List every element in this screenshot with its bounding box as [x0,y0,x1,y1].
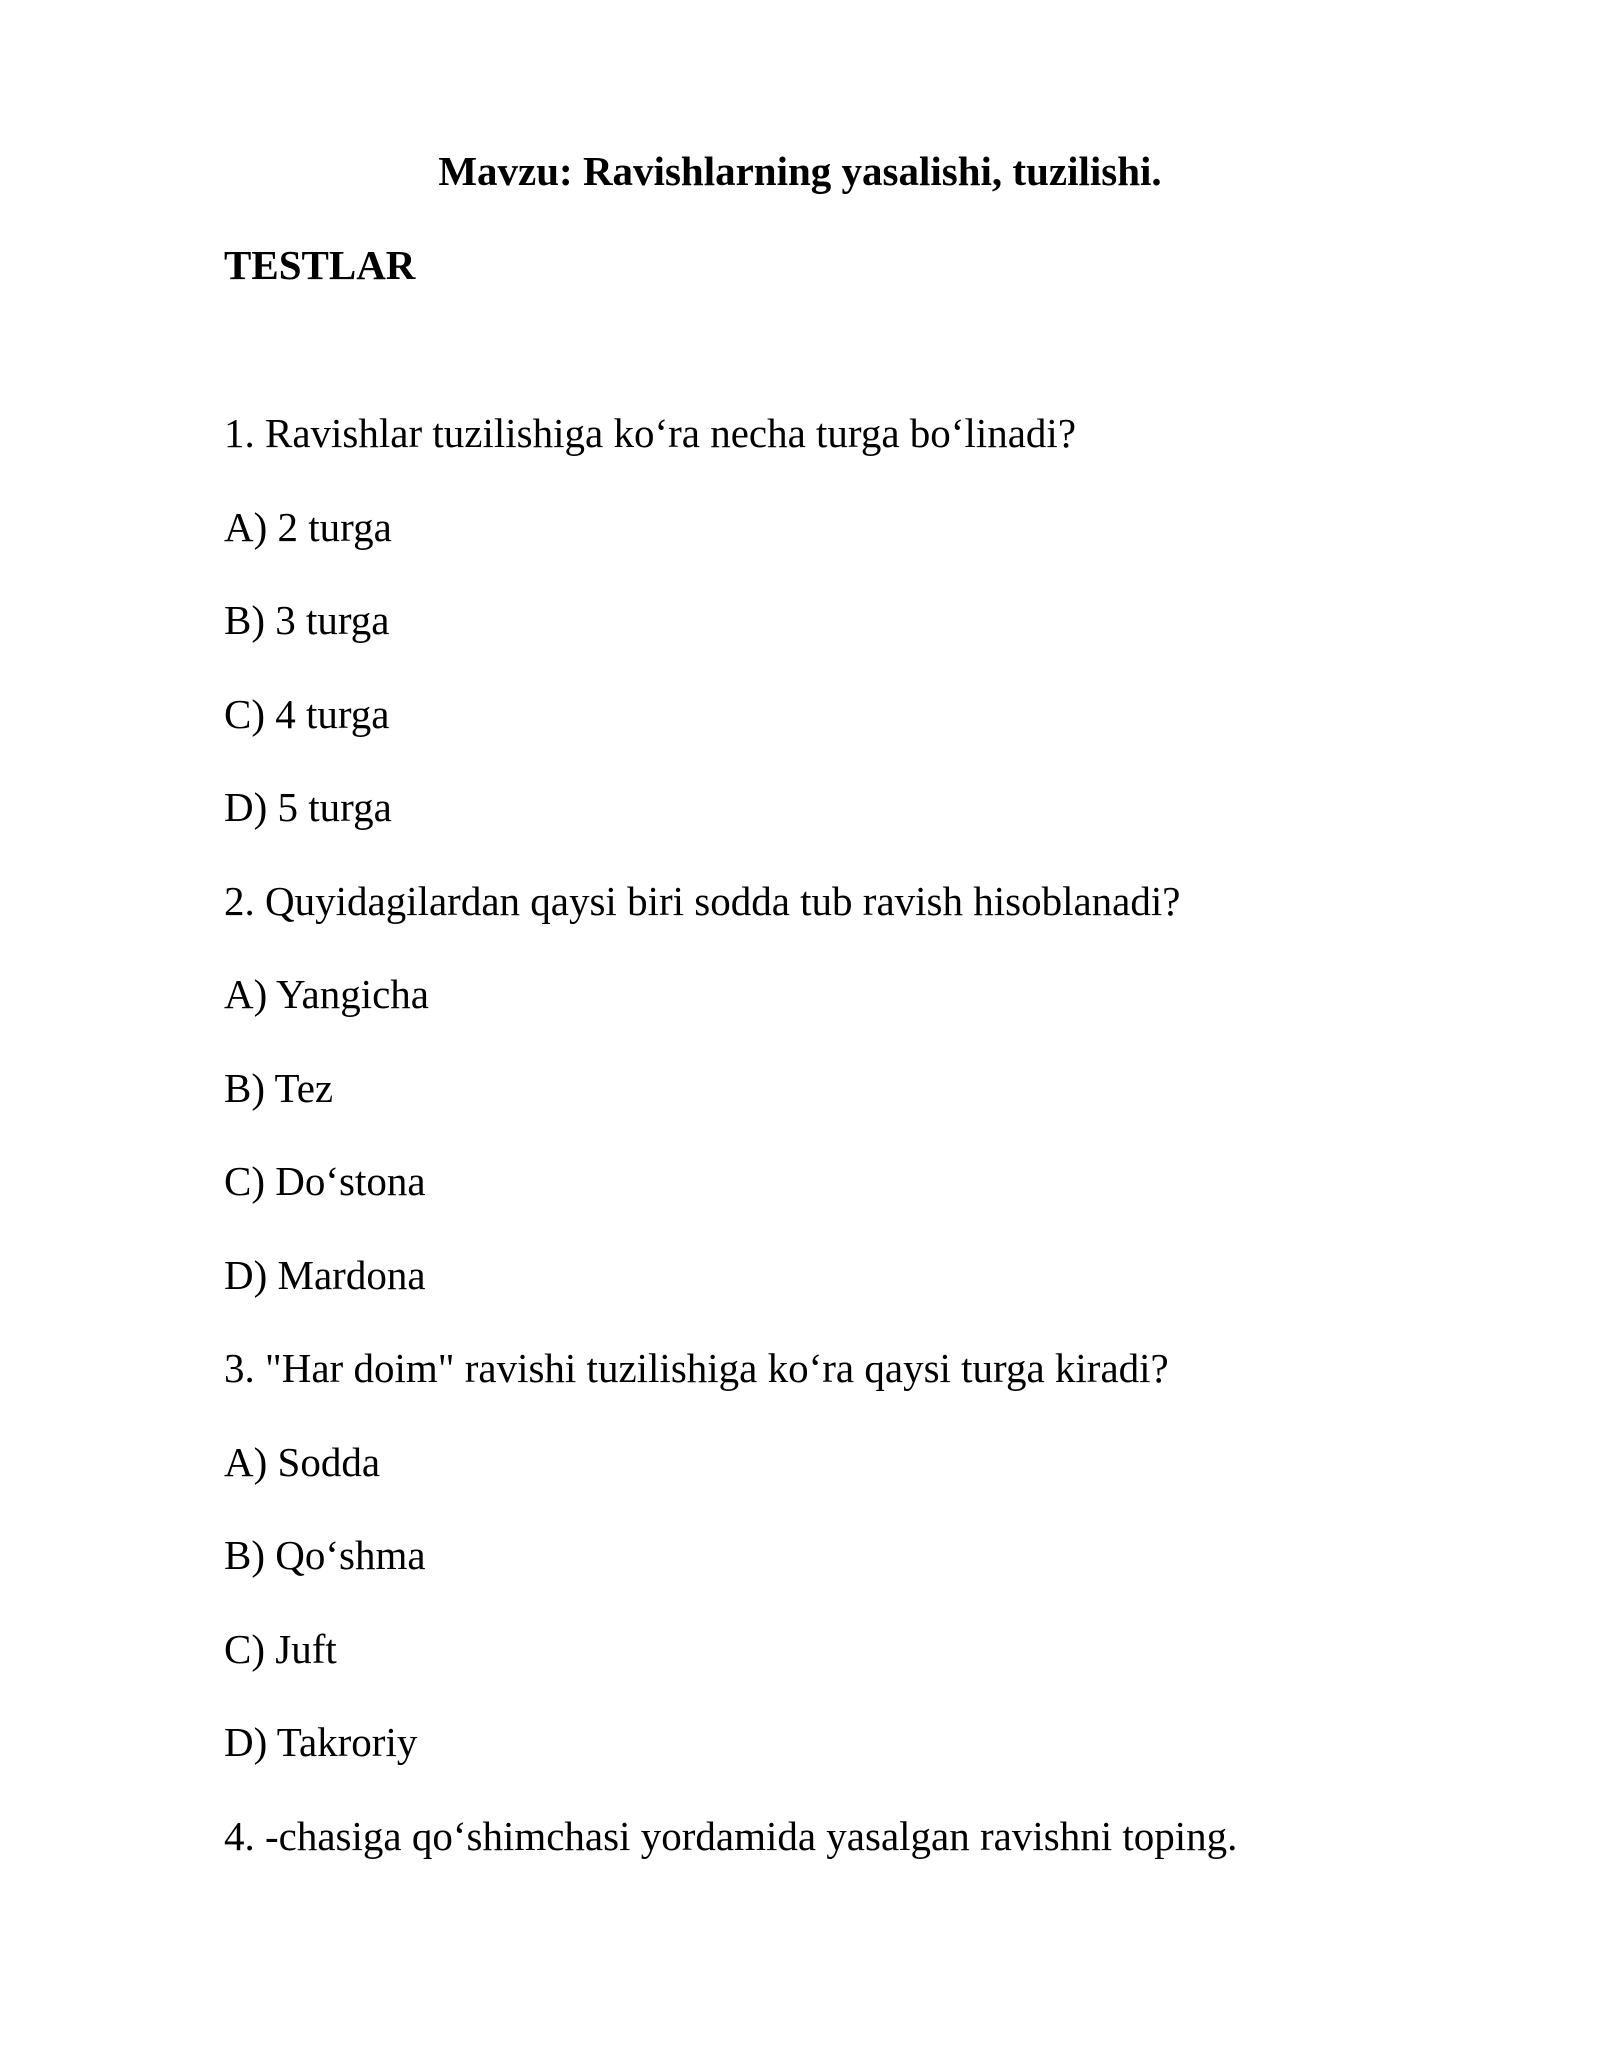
question-1-option-b: B) 3 turga [224,597,390,643]
question-3-option-b: B) Qo‘shma [224,1532,426,1578]
question-2-option-a: A) Yangicha [224,971,429,1017]
question-3-text: 3. "Har doim" ravishi tuzilishiga ko‘ra qaysi turga kiradi? [224,1345,1169,1391]
question-3-option-c: C) Juft [224,1625,337,1672]
question-4-text: 4. -chasiga qo‘shimchasi yordamida yasalgan ravishni toping. [224,1812,1238,1859]
question-2-option-b: B) Tez [224,1064,334,1111]
question-1-option-d: D) 5 turga [224,784,392,830]
question-1-option-c: C) 4 turga [224,690,390,737]
question-3-option-d: D) Takroriy [224,1719,418,1765]
document-title: Mavzu: Ravishlarning yasalishi, tuzilishi. [438,148,1162,194]
question-2-option-d: D) Mardona [224,1251,426,1298]
question-1-option-a: A) 2 turga [224,503,392,550]
question-list [224,408,1484,1904]
question-2-text: 2. Quyidagilardan qaysi biri sodda tub ravish hisoblanadi? [224,877,1181,924]
question-3-option-a: A) Sodda [224,1438,381,1485]
question-2-option-c: C) Do‘stona [224,1158,426,1204]
section-heading: TESTLAR [224,242,416,288]
question-1-text: 1. Ravishlar tuzilishiga ko‘ra necha turga bo‘linadi? [224,410,1077,456]
